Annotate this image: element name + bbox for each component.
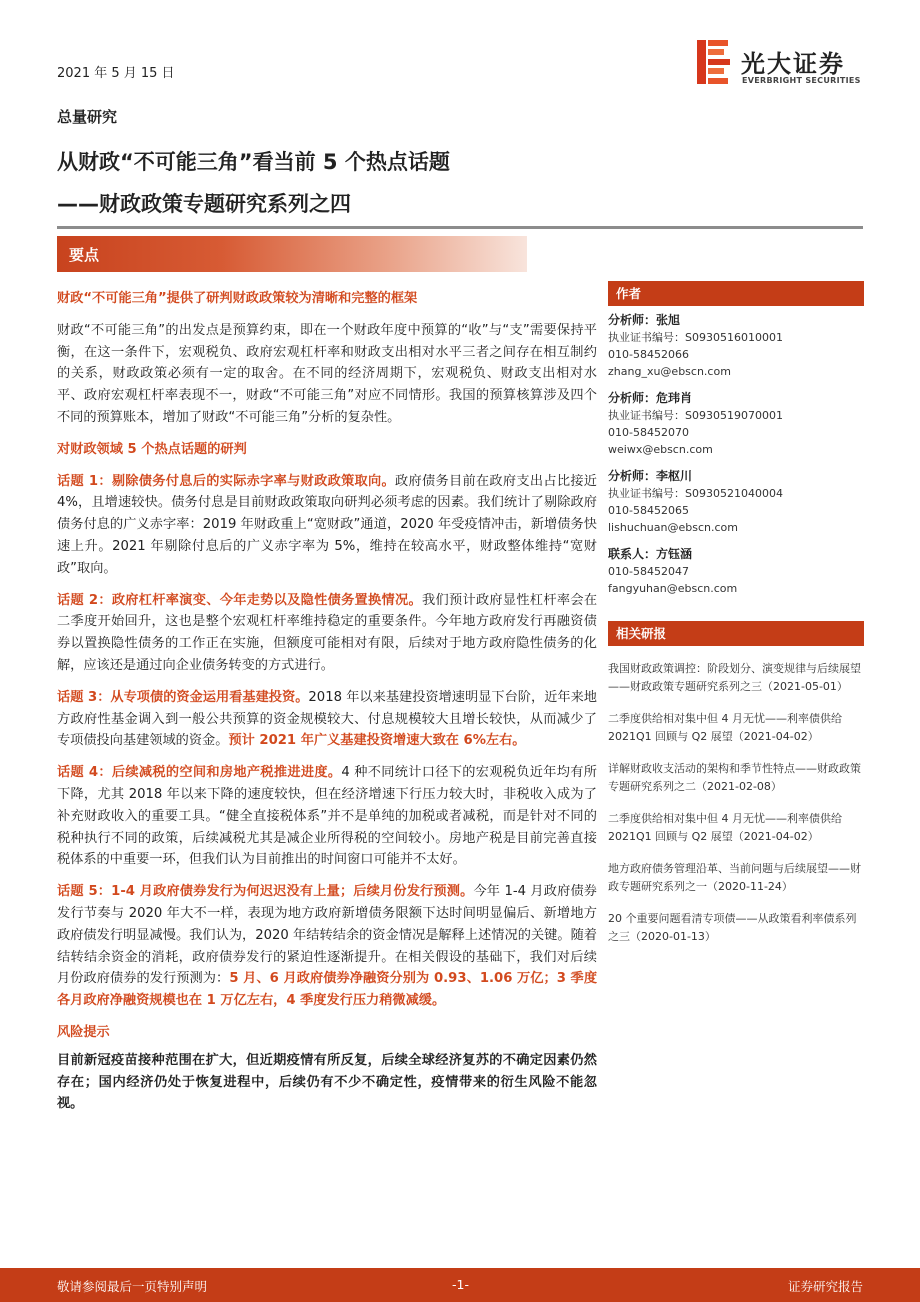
topic-1-heading: 话题 1：剔除债务付息后的实际赤字率与财政政策取向。 (57, 473, 396, 489)
analyst-card (608, 312, 864, 380)
main-content (57, 288, 597, 1125)
report-title: 从财政“不可能三角”看当前 5 个热点话题 (57, 150, 450, 174)
sidebar (608, 281, 864, 960)
contact-phone: 010-58452047 (608, 565, 689, 578)
logo (697, 40, 877, 90)
analyst-card (608, 468, 864, 536)
page-footer (0, 1268, 920, 1302)
analyst-card (608, 390, 864, 458)
analyst-email[interactable]: lishuchuan@ebscn.com (608, 521, 738, 534)
section-heading: 财政“不可能三角”提供了研判财政政策较为清晰和完整的框架 (57, 291, 418, 306)
footer-report-type: 证券研究报告 (787, 1279, 863, 1294)
related-reports-header: 相关研报 (608, 621, 864, 646)
topic-2-body: 我们预计政府显性杠杆率会在二季度开始回升，这也是整个宏观杠杆率维持稳定的重要条件。今年地方政府发行再融资债券以置换隐性债务的工作正在实施，但额度可能相对有限，后续对于地方政府隐性债务的化解，应该还是通过向企业债务转变的方式进行。 (57, 592, 598, 673)
related-reports-list (608, 660, 864, 946)
topic-4-heading: 话题 4：后续减税的空间和房地产税推进进度。 (57, 765, 342, 781)
contact-name: 联系人：方钰涵 (608, 547, 693, 561)
analyst-cert: 执业证书编号：S0930519070001 (608, 409, 783, 422)
analyst-email[interactable]: weiwx@ebscn.com (608, 443, 713, 456)
related-report-link[interactable]: 20 个重要问题看清专项债——从政策看利率债系列之三（2020-01-13） (608, 912, 857, 943)
authors-header: 作者 (608, 281, 864, 306)
topic-3-conclusion: 预计 2021 年广义基建投资增速大致在 6%左右。 (228, 733, 526, 749)
contact-card (608, 546, 864, 597)
topic-3 (57, 687, 597, 752)
analyst-name: 分析师：张旭 (608, 313, 681, 327)
key-points-label: 要点 (69, 246, 100, 264)
footer-disclaimer: 敬请参阅最后一页特别声明 (57, 1279, 208, 1294)
analyst-phone: 010-58452066 (608, 348, 689, 361)
analyst-name: 分析师：危玮肖 (608, 391, 693, 405)
analyst-name: 分析师：李枢川 (608, 469, 693, 483)
topic-5 (57, 881, 597, 1012)
topic-4-body: 4 种不同统计口径下的宏观税负近年均有所下降，尤其 2018 年以来下降的速度较快，但在经济增速下行压力较大时，非税收入成为了补充财政收入的重要工具。“健全直接税体系”并不是单纯的加税或者减税，而是针对不同的税种执行不同的政策，后续减税尤其是减企业所得税的空间较小。房地产税是目前完善直接税体系的中重要一环，但我们认为目前推出的时间窗口可能并不太好。 (57, 765, 597, 868)
related-report-link[interactable]: 二季度供给相对集中但 4 月无忧——利率债供给 2021Q1 回顾与 Q2 展望（2021-04-02） (608, 712, 842, 743)
report-date: 2021 年 5 月 15 日 (57, 66, 175, 81)
title-divider (57, 226, 863, 229)
related-report-link[interactable]: 二季度供给相对集中但 4 月无忧——利率债供给 2021Q1 回顾与 Q2 展望（2021-04-02） (608, 812, 842, 843)
topic-3-body: 2018 年以来基建投资增速明显下台阶，近年来地方政府性基金调入到一般公共预算的资金规模较大、付息规模较大且增长较快，从而减少了专项债投向基建领域的资金。 (57, 689, 597, 749)
topic-5-body: 今年 1-4 月政府债券发行节奏与 2020 年大不一样，表现为地方政府新增债务限额下达时间明显偏后、新增地方政府债发行明显减慢。我们认为，2020 年结转结余的资金情况是解释上述情况的关键。随着结转结余资金的消耗，政府债券发行的紧迫性逐渐提升。在相关假设的基础下，我们对后续月份政府债券的发行预测为： (57, 884, 597, 987)
related-report-link[interactable]: 详解财政收支活动的架构和季节性特点——财政政策专题研究系列之二（2021-02-08） (608, 762, 861, 793)
related-report-link[interactable]: 我国财政政策调控：阶段划分、演变规律与后续展望——财政政策专题研究系列之三（2021-05-01） (608, 662, 861, 693)
risk-body: 目前新冠疫苗接种范围在扩大，但近期疫情有所反复，后续全球经济复苏的不确定因素仍然存在；国内经济仍处于恢复进程中，后续仍有不少不确定性，疫情带来的衍生风险不能忽视。 (57, 1052, 597, 1112)
topic-4 (57, 762, 597, 871)
contact-email[interactable]: fangyuhan@ebscn.com (608, 582, 738, 595)
risk-heading: 风险提示 (57, 1024, 110, 1040)
topic-1-body: 政府债务目前在政府支出占比接近 4%，且增速较快。债务付息是目前财政政策取向研判必须考虑的因素。我们统计了剔除政府债务付息的广义赤字率：2019 年财政重上“宽财政”通道，2020 年受疫情冲击，新增债务快速上升。2021 年剔除付息后的广义赤字率为 5%，维持在较高水平，财政整体维持“宽财政”取向。 (57, 473, 597, 576)
analyst-email[interactable]: zhang_xu@ebscn.com (608, 365, 731, 378)
report-subtitle: ——财政政策专题研究系列之四 (57, 192, 351, 216)
analyst-phone: 010-58452070 (608, 426, 689, 439)
topic-2-heading: 话题 2：政府杠杆率演变、今年走势以及隐性债务置换情况。 (57, 592, 422, 608)
analyst-cert: 执业证书编号：S0930516010001 (608, 331, 783, 344)
analyst-cert: 执业证书编号：S0930521040004 (608, 487, 783, 500)
logo-icon (697, 40, 731, 84)
key-points-band (57, 236, 527, 272)
topic-2 (57, 590, 597, 677)
related-report-link[interactable]: 地方政府债务管理沿革、当前问题与后续展望——财政专题研究系列之一（2020-11-24） (608, 862, 861, 893)
logo-text-cn: 光大证券 (741, 50, 845, 78)
page-number: -1- (452, 1277, 469, 1292)
report-category: 总量研究 (57, 108, 118, 126)
analyst-phone: 010-58452065 (608, 504, 689, 517)
paragraph: 财政“不可能三角”的出发点是预算约束，即在一个财政年度中预算的“收”与“支”需要保持平衡，在这一条件下，宏观税负、政府宏观杠杆率和财政支出相对水平三者之间存在相互制约的关系，财政政策必须有一定的取舍。在不同的经济周期下，宏观税负、财政支出相对水平、政府宏观杠杆率表现不一，财政“不可能三角”对应不同情形。我国的预算核算涉及四个不同的预算账本，增加了财政“不可能三角”分析的复杂性。 (57, 322, 597, 425)
logo-text-en: EVERBRIGHT SECURITIES (742, 76, 861, 85)
topic-5-conclusion: 5 月、6 月政府债券净融资分别为 0.93、1.06 万亿；3 季度各月政府净融资规模也在 1 万亿左右，4 季度发行压力稍微减缓。 (57, 971, 598, 1009)
section-heading: 对财政领域 5 个热点话题的研判 (57, 441, 247, 457)
topic-3-heading: 话题 3：从专项债的资金运用看基建投资。 (57, 689, 309, 705)
topic-1 (57, 471, 597, 580)
topic-5-heading: 话题 5：1-4 月政府债券发行为何迟迟没有上量；后续月份发行预测。 (57, 884, 474, 900)
